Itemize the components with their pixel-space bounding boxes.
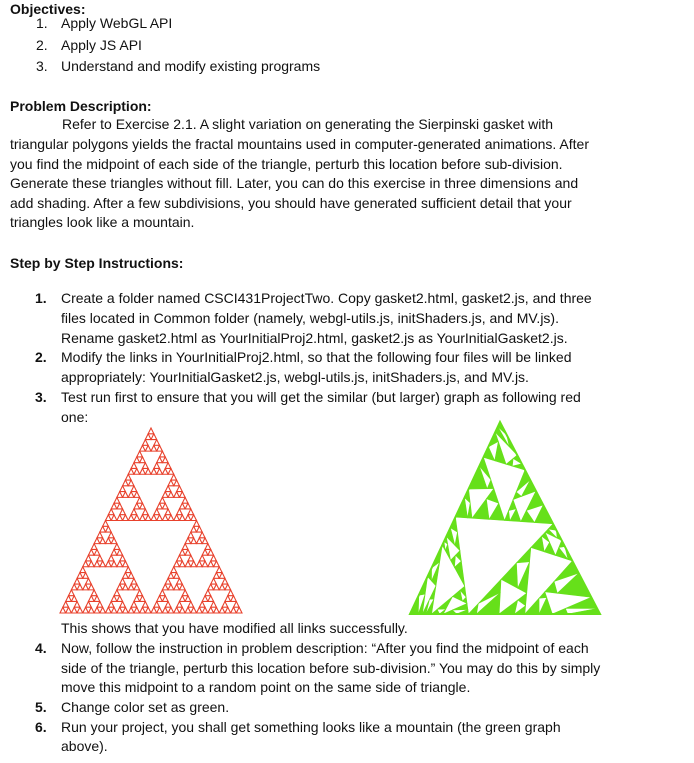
- objective-number: 1.: [36, 15, 48, 31]
- step-number: 2.: [35, 349, 47, 365]
- step-line: files located in Common folder (namely, webgl-utils.js, initShaders.js, and MV.js).: [61, 310, 559, 326]
- step-number: 5.: [35, 699, 47, 715]
- objective-text: Apply JS API: [61, 37, 142, 53]
- objective-number: 3.: [36, 58, 48, 74]
- step-line: Test run first to ensure that you will get the similar (but larger) graph as following red: [61, 389, 581, 405]
- step-line: one:: [61, 409, 89, 425]
- problem-heading: Problem Description:: [10, 98, 152, 114]
- problem-line: triangles look like a mountain.: [10, 214, 195, 230]
- step-line: Create a folder named CSCI431ProjectTwo. Copy gasket2.html, gasket2.js, and three: [61, 290, 592, 306]
- step-line: Run your project, you shall get something looks like a mountain (the green graph: [61, 719, 561, 735]
- step-line: appropriately: YourInitialGasket2.js, webgl-utils.js, initShaders.js, and MV.js.: [61, 369, 529, 385]
- objective-text: Understand and modify existing programs: [61, 58, 321, 74]
- green-mountain-image: [405, 418, 605, 618]
- step-line: side of the triangle, perturb this location before sub-division.” You may do this by simply: [61, 660, 601, 676]
- step-line: Rename gasket2.html as YourInitialProj2.html, gasket2.js as YourInitialGasket2.js.: [61, 330, 568, 346]
- step-number: 3.: [35, 389, 47, 405]
- problem-line: Refer to Exercise 2.1. A slight variation on generating the Sierpinski gasket with: [62, 116, 554, 132]
- step-number: 1.: [35, 290, 47, 306]
- red-sierpinski-gasket-image: [58, 425, 244, 615]
- objective-text: Apply WebGL API: [61, 15, 173, 31]
- objective-number: 2.: [36, 37, 48, 53]
- objectives-heading: Objectives:: [10, 1, 86, 17]
- step-number: 4.: [35, 640, 47, 656]
- problem-line: add shading. After a few subdivisions, you should have generated sufficient detail that your: [10, 195, 572, 211]
- step-line: move this midpoint to a random point on the same side of triangle.: [61, 679, 471, 695]
- problem-line: you find the midpoint of each side of the triangle, perturb this location before sub-division.: [10, 156, 563, 172]
- step-line: Modify the links in YourInitialProj2.html, so that the following four files will be linked: [61, 349, 572, 365]
- step-line: This shows that you have modified all links successfully.: [61, 620, 408, 636]
- step-line: Now, follow the instruction in problem description: “After you find the midpoint of each: [61, 640, 589, 656]
- problem-line: Generate these triangles without fill. Later, you can do this exercise in three dimensions and: [10, 175, 579, 191]
- step-number: 6.: [35, 719, 47, 735]
- step-line: above).: [61, 738, 108, 754]
- problem-line: triangular polygons yields the fractal mountains used in computer-generated animations. After: [10, 136, 589, 152]
- steps-heading: Step by Step Instructions:: [10, 255, 184, 271]
- step-line: Change color set as green.: [61, 699, 230, 715]
